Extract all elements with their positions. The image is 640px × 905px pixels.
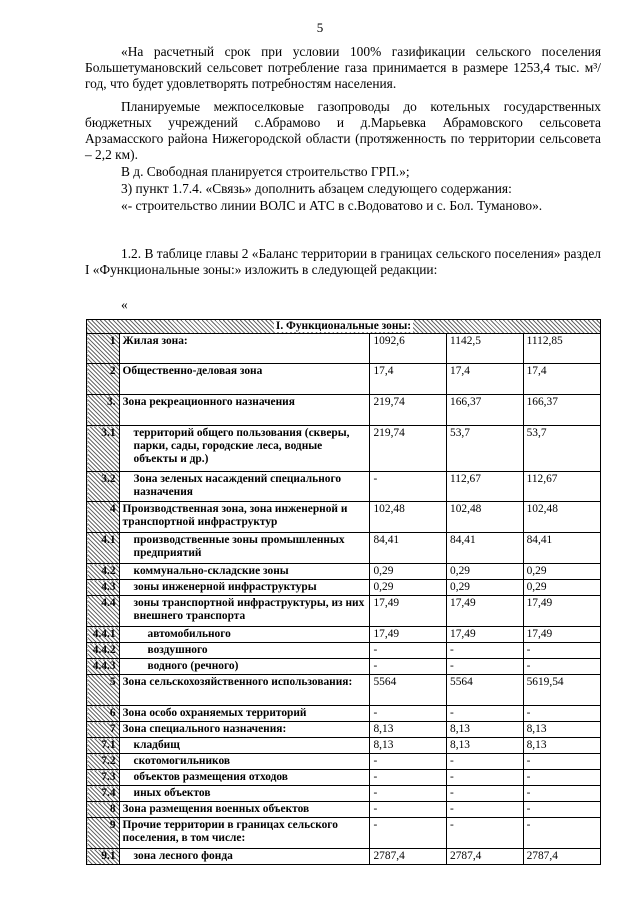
value-cell-2: - (447, 706, 524, 722)
value-cell-1: - (370, 802, 447, 818)
zone-name-cell: Общественно-деловая зона (119, 364, 370, 395)
value-cell-3: 112,67 (523, 472, 600, 502)
row-number-cell: 2 (87, 364, 120, 395)
row-number-cell: 4.1 (87, 533, 120, 564)
value-cell-2: 17,49 (447, 627, 524, 643)
value-cell-2: - (447, 643, 524, 659)
value-cell-2: 17,49 (447, 596, 524, 627)
value-cell-1: - (370, 786, 447, 802)
value-cell-1: - (370, 472, 447, 502)
value-cell-3: - (523, 786, 600, 802)
value-cell-1: 8,13 (370, 738, 447, 754)
zone-name-cell: Жилая зона: (119, 334, 370, 364)
page-number: 5 (316, 20, 324, 35)
zone-name-cell: Зона сельскохозяйственного использования: (119, 675, 370, 706)
value-cell-2: 8,13 (447, 738, 524, 754)
value-cell-1: 0,29 (370, 564, 447, 580)
zone-name-cell: Зона специального назначения: (119, 722, 370, 738)
opening-quote: « (121, 297, 128, 312)
table-row (87, 627, 601, 643)
value-cell-1: 8,13 (370, 722, 447, 738)
value-cell-3: - (523, 706, 600, 722)
row-number-cell: 4.4 (87, 596, 120, 627)
table-row (87, 738, 601, 754)
value-cell-2: - (447, 659, 524, 675)
value-cell-1: - (370, 770, 447, 786)
value-cell-1: 17,4 (370, 364, 447, 395)
functional-zones-table (86, 319, 601, 865)
row-number-cell: 3.2 (87, 472, 120, 502)
value-cell-2: 166,37 (447, 395, 524, 426)
zone-name-cell: объектов размещения отходов (119, 770, 370, 786)
value-cell-2: 8,13 (447, 722, 524, 738)
zone-name-cell: зона лесного фонда (119, 849, 370, 865)
row-number-cell: 1 (87, 334, 120, 364)
table-row (87, 754, 601, 770)
table-row (87, 533, 601, 564)
table-header-row (87, 320, 601, 334)
value-cell-3: - (523, 643, 600, 659)
table-header-text: I. Функциональные зоны: (275, 320, 412, 332)
table-row (87, 675, 601, 706)
value-cell-1: - (370, 706, 447, 722)
value-cell-1: 17,49 (370, 627, 447, 643)
zone-name-cell: кладбищ (119, 738, 370, 754)
value-cell-1: - (370, 818, 447, 849)
value-cell-3: 5619,54 (523, 675, 600, 706)
table-row (87, 849, 601, 865)
value-cell-2: 5564 (447, 675, 524, 706)
table-row (87, 659, 601, 675)
value-cell-3: 1112,85 (523, 334, 600, 364)
value-cell-3: 0,29 (523, 564, 600, 580)
paragraph-communications: 3) пункт 1.7.4. «Связь» дополнить абзацем следующего содержания: (121, 181, 512, 196)
row-number-cell: 5 (87, 675, 120, 706)
row-number-cell: 7.3 (87, 770, 120, 786)
table-row (87, 722, 601, 738)
table-row (87, 770, 601, 786)
zone-name-cell: Прочие территории в границах сельского поселения, в том числе: (119, 818, 370, 849)
value-cell-1: 2787,4 (370, 849, 447, 865)
zone-name-cell: иных объектов (119, 786, 370, 802)
value-cell-3: 53,7 (523, 426, 600, 472)
table-row (87, 802, 601, 818)
table-row (87, 426, 601, 472)
row-number-cell: 4.4.1 (87, 627, 120, 643)
zone-name-cell: зоны транспортной инфраструктуры, из них внешнего транспорта (119, 596, 370, 627)
row-number-cell: 3. (87, 395, 120, 426)
value-cell-3: 17,49 (523, 627, 600, 643)
table-row (87, 580, 601, 596)
value-cell-3: 17,49 (523, 596, 600, 627)
row-number-cell: 9.1 (87, 849, 120, 865)
value-cell-1: 219,74 (370, 395, 447, 426)
paragraph-grp: В д. Свободная планируется строительство ГРП.»; (121, 164, 410, 179)
row-number-cell: 4.3 (87, 580, 120, 596)
table-row (87, 643, 601, 659)
zone-name-cell: Зона особо охраняемых территорий (119, 706, 370, 722)
row-number-cell: 7.2 (87, 754, 120, 770)
value-cell-3: 8,13 (523, 738, 600, 754)
value-cell-2: 0,29 (447, 564, 524, 580)
row-number-cell: 9 (87, 818, 120, 849)
value-cell-3: - (523, 754, 600, 770)
zone-name-cell: зоны инженерной инфраструктуры (119, 580, 370, 596)
row-number-cell: 4.2 (87, 564, 120, 580)
value-cell-2: 102,48 (447, 502, 524, 533)
value-cell-2: 0,29 (447, 580, 524, 596)
zone-name-cell: Производственная зона, зона инженерной и транспортной инфраструктур (119, 502, 370, 533)
value-cell-3: 84,41 (523, 533, 600, 564)
value-cell-2: 84,41 (447, 533, 524, 564)
value-cell-1: - (370, 643, 447, 659)
table-row (87, 364, 601, 395)
row-number-cell: 4.4.2 (87, 643, 120, 659)
zone-name-cell: Зона размещения военных объектов (119, 802, 370, 818)
row-number-cell: 4 (87, 502, 120, 533)
value-cell-3: 2787,4 (523, 849, 600, 865)
value-cell-3: - (523, 770, 600, 786)
value-cell-2: - (447, 802, 524, 818)
paragraph-gas-pipelines: Планируемые межпоселковые газопроводы до котельных государственных бюджетных учреждений с.Абрамово и д.Марьевка Абрамовского сельсовета Арзамасского района Нижегородской области (протяженность по территории сельсовета – 2,2 км). (85, 99, 601, 162)
zone-name-cell: Зона рекреационного назначения (119, 395, 370, 426)
value-cell-1: 0,29 (370, 580, 447, 596)
zone-name-cell: водного (речного) (119, 659, 370, 675)
table-row (87, 502, 601, 533)
zone-name-cell: автомобильного (119, 627, 370, 643)
table-header-cell (87, 320, 601, 334)
paragraph-gas-supply: «На расчетный срок при условии 100% газификации сельского поселения Большетумановский сельсовет потребление газа принимается в размере 1253,4 тыс. м³/год, что будет удовлетворять потребностям населения. (85, 44, 601, 91)
value-cell-1: 84,41 (370, 533, 447, 564)
value-cell-1: 219,74 (370, 426, 447, 472)
zone-name-cell: производственные зоны промышленных предприятий (119, 533, 370, 564)
row-number-cell: 7.1 (87, 738, 120, 754)
row-number-cell: 4.4.3 (87, 659, 120, 675)
value-cell-1: - (370, 659, 447, 675)
value-cell-1: 102,48 (370, 502, 447, 533)
value-cell-3: - (523, 659, 600, 675)
value-cell-2: 112,67 (447, 472, 524, 502)
table-row (87, 818, 601, 849)
value-cell-3: 166,37 (523, 395, 600, 426)
zone-name-cell: воздушного (119, 643, 370, 659)
row-number-cell: 7 (87, 722, 120, 738)
table-row (87, 334, 601, 364)
value-cell-3: 17,4 (523, 364, 600, 395)
value-cell-3: - (523, 802, 600, 818)
value-cell-2: - (447, 754, 524, 770)
value-cell-2: - (447, 770, 524, 786)
paragraph-vols: «- строительство линии ВОЛС и АТС в с.Водоватово и с. Бол. Туманово». (121, 198, 543, 213)
value-cell-3: 0,29 (523, 580, 600, 596)
value-cell-2: 1142,5 (447, 334, 524, 364)
zone-name-cell: территорий общего пользования (скверы, парки, сады, городские леса, водные объекты и др.) (119, 426, 370, 472)
value-cell-2: - (447, 786, 524, 802)
table-row (87, 706, 601, 722)
row-number-cell: 7.4 (87, 786, 120, 802)
zone-name-cell: коммунально-складские зоны (119, 564, 370, 580)
value-cell-3: 8,13 (523, 722, 600, 738)
value-cell-3: 102,48 (523, 502, 600, 533)
table-row (87, 395, 601, 426)
table-row (87, 564, 601, 580)
value-cell-2: 17,4 (447, 364, 524, 395)
table-row (87, 786, 601, 802)
value-cell-2: - (447, 818, 524, 849)
table-row (87, 596, 601, 627)
value-cell-1: 1092,6 (370, 334, 447, 364)
row-number-cell: 6 (87, 706, 120, 722)
row-number-cell: 8 (87, 802, 120, 818)
zone-name-cell: скотомогильников (119, 754, 370, 770)
value-cell-2: 53,7 (447, 426, 524, 472)
value-cell-1: - (370, 754, 447, 770)
table-row (87, 472, 601, 502)
value-cell-1: 5564 (370, 675, 447, 706)
zone-name-cell: Зона зеленых насаждений специального назначения (119, 472, 370, 502)
value-cell-2: 2787,4 (447, 849, 524, 865)
paragraph-table-intro: 1.2. В таблице главы 2 «Баланс территории в границах сельского поселения» раздел I «Функциональные зоны:» изложить в следующей редакции: (85, 246, 601, 277)
value-cell-3: - (523, 818, 600, 849)
row-number-cell: 3.1 (87, 426, 120, 472)
value-cell-1: 17,49 (370, 596, 447, 627)
